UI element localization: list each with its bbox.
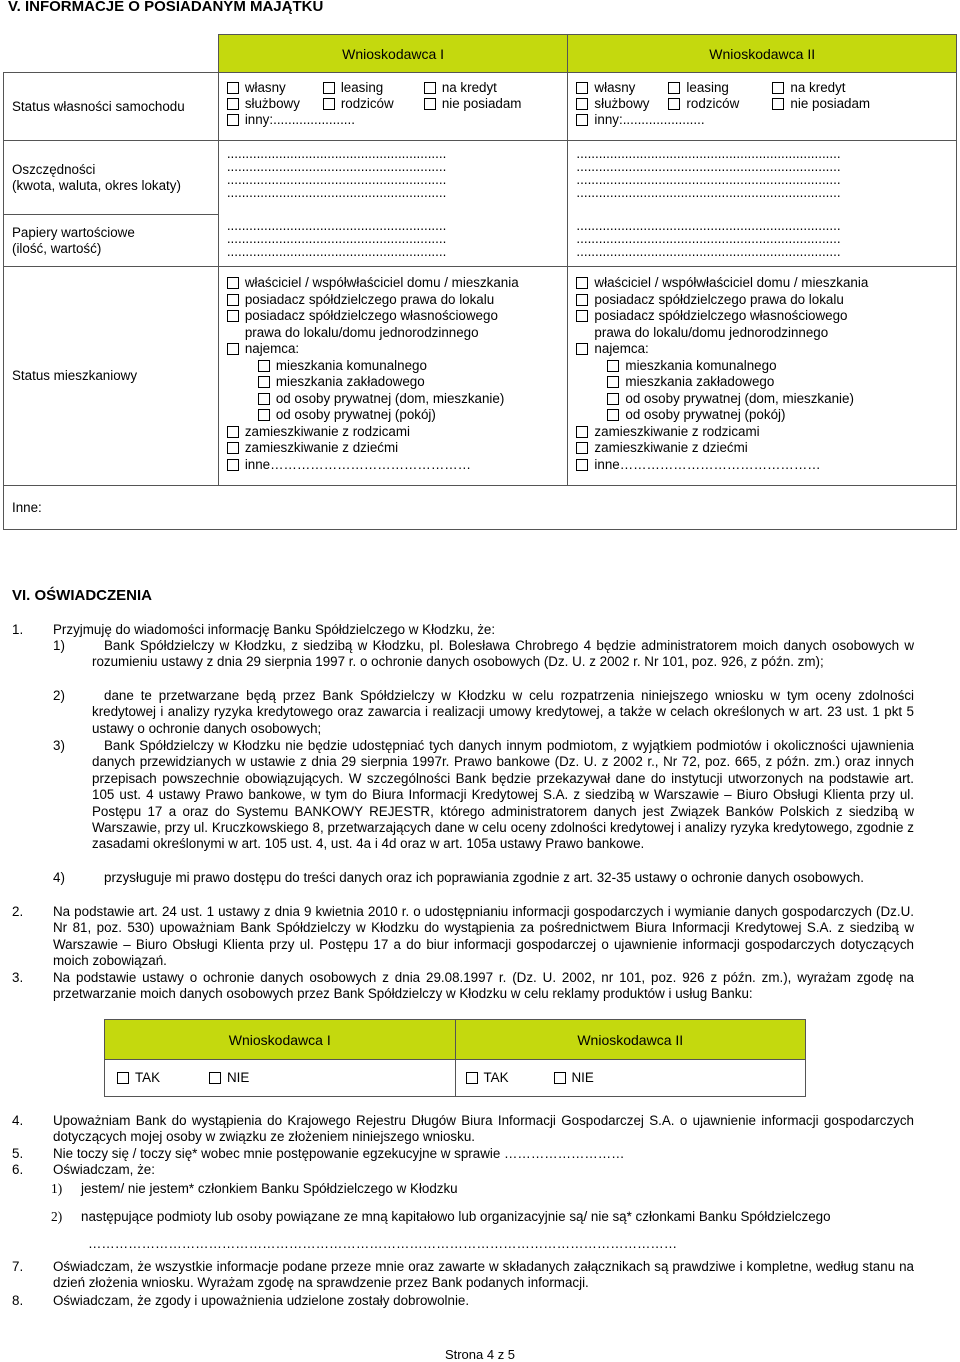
- checkbox[interactable]: [258, 409, 270, 421]
- housing-option-coop[interactable]: posiadacz spółdzielczego prawa do lokalu: [227, 292, 494, 308]
- consent-applicant-2: [455, 1060, 806, 1097]
- statement-7-text: Oświadczam, że wszystkie informacje podane przeze mnie oraz zawarte w składanych załącznikach są prawdziwe i kompletne, według stanu na dzień złożenia wniosku. Wyrażam zgodę na sprawdzenie przez Bank podanych informacji.: [53, 1259, 914, 1291]
- consent-applicant-1: [105, 1060, 456, 1097]
- dotted-line: .......................................................................: [576, 244, 841, 258]
- housing-option-private-flat[interactable]: od osoby prywatnej (dom, mieszkanie): [607, 391, 853, 407]
- checkbox[interactable]: [576, 426, 588, 438]
- checkbox[interactable]: [227, 294, 239, 306]
- statement-number: 3.: [12, 970, 24, 985]
- checkbox[interactable]: [668, 98, 680, 110]
- dotted-line: .......................................................................: [576, 186, 841, 199]
- dotted-line: ...........................................................: [226, 147, 447, 160]
- checkbox[interactable]: [227, 459, 239, 471]
- checkbox[interactable]: [576, 277, 588, 289]
- statement-1-2-text: dane te przetwarzane będą przez Bank Spółdzielczy w Kłodzku w celu rozpatrzenia niniejszego wniosku w tym oceny zdolności kredytowej i analizy ryzyka kredytowego oraz zawarcia i realizacji umowy kredytowej, a także w celach określonych w art. 23 ust. 1 pkt 5 ustawy o ochronie danych osobowych;: [92, 688, 914, 736]
- consent-yes[interactable]: TAK: [117, 1070, 160, 1086]
- statement-number: 6.: [12, 1162, 24, 1177]
- checkbox[interactable]: [772, 98, 784, 110]
- checkbox[interactable]: [576, 82, 588, 94]
- statement-number: 1.: [12, 622, 24, 637]
- checkbox[interactable]: [576, 98, 588, 110]
- housing-option-municipal[interactable]: mieszkania komunalnego: [258, 358, 427, 374]
- housing-status-applicant-2: [568, 267, 957, 486]
- housing-option-coop-ownership-cont: prawa do lokalu/domu jednorodzinnego: [244, 324, 479, 340]
- statement-number: 4.: [12, 1113, 24, 1128]
- dotted-line: .......................................................................: [576, 231, 841, 245]
- car-option-credit[interactable]: na kredyt: [424, 80, 497, 96]
- car-option-other[interactable]: inny:......................: [576, 112, 704, 128]
- dotted-line: ...........................................................: [226, 231, 447, 245]
- statement-6-text: Oświadczam, że:: [53, 1162, 155, 1177]
- dotted-line: ...........................................................: [226, 244, 447, 258]
- housing-option-parents[interactable]: zamieszkiwanie z rodzicami: [227, 424, 410, 440]
- checkbox[interactable]: [227, 114, 239, 126]
- consent-yes[interactable]: TAK: [466, 1070, 509, 1086]
- car-option-parents[interactable]: rodziców: [323, 96, 394, 112]
- checkbox[interactable]: [209, 1072, 221, 1084]
- statement-3-text: Na podstawie ustawy o ochronie danych osobowych z dnia 29.08.1997 r. (Dz. U. 2002, nr 101, poz. 926 z późn. zm.), wyrażam zgodę na przetwarzanie moich danych osobowych przez Bank Spółdzielczy w Kłodzku w celu reklamy produktów i usług Banku:: [53, 970, 914, 1002]
- statement-number: 4): [53, 870, 65, 885]
- securities-label: Papiery wartościowe (ilość, wartość): [4, 215, 219, 267]
- housing-status-applicant-1: [218, 267, 568, 486]
- housing-status-label: Status mieszkaniowy: [4, 267, 219, 486]
- checkbox[interactable]: [607, 360, 619, 372]
- statement-2-text: Na podstawie art. 24 ust. 1 ustawy z dnia 9 kwietnia 2010 r. o udostępnianiu informacji gospodarczych i wymianie danych gospodarczych (Dz.U. Nr 81, poz. 530) upoważniam Bank Spółdzielczy w Kłodzku do wystąpienia za pośrednictwem Biura Informacji Kredytowej S.A. z siedzibą w Warszawie – Biuro Obsługi Klienta przy ul. Postępu 17 a do biur informacji gospodarczej o ujawnienie informacji gospodarczych dotyczących moich zobowiązań.: [53, 904, 914, 969]
- checkbox[interactable]: [576, 114, 588, 126]
- statement-8-text: Oświadczam, że zgody i upoważnienia udzielone zostały dobrowolnie.: [53, 1293, 470, 1308]
- checkbox[interactable]: [576, 442, 588, 454]
- car-option-parents[interactable]: rodziców: [668, 96, 739, 112]
- consent-header-applicant-1: Wnioskodawca I: [105, 1020, 456, 1060]
- other-field[interactable]: Inne:: [4, 486, 957, 530]
- securities-applicant-2[interactable]: [568, 215, 957, 267]
- housing-option-parents[interactable]: zamieszkiwanie z rodzicami: [576, 424, 759, 440]
- housing-option-other[interactable]: inne………………………………………: [576, 457, 820, 473]
- statement-6-2-text: następujące podmioty lub osoby powiązane ze mną kapitałowo lub organizacyjnie są/ nie są* członkami Banku Spółdzielczego: [81, 1209, 831, 1224]
- assets-table: [3, 34, 957, 530]
- checkbox[interactable]: [576, 294, 588, 306]
- housing-option-owner[interactable]: właściciel / współwłaściciel domu / mieszkania: [576, 275, 868, 291]
- housing-option-private-flat[interactable]: od osoby prywatnej (dom, mieszkanie): [258, 391, 504, 407]
- car-option-leasing[interactable]: leasing: [323, 80, 383, 96]
- checkbox[interactable]: [227, 98, 239, 110]
- housing-option-tenant[interactable]: najemca:: [576, 341, 648, 357]
- car-status-label: Status własności samochodu: [4, 73, 219, 141]
- car-option-none[interactable]: nie posiadam: [772, 96, 870, 112]
- housing-option-coop[interactable]: posiadacz spółdzielczego prawa do lokalu: [576, 292, 843, 308]
- housing-option-other[interactable]: inne………………………………………: [227, 457, 471, 473]
- checkbox[interactable]: [424, 98, 436, 110]
- checkbox[interactable]: [323, 98, 335, 110]
- statement-number: 1): [53, 638, 65, 653]
- checkbox[interactable]: [227, 343, 239, 355]
- statement-number: 8.: [12, 1293, 24, 1308]
- housing-option-coop-ownership-cont: prawa do lokalu/domu jednorodzinnego: [594, 324, 829, 340]
- checkbox[interactable]: [576, 343, 588, 355]
- dotted-line: .......................................................................: [576, 173, 841, 186]
- car-option-own[interactable]: własny: [227, 80, 286, 96]
- car-option-company[interactable]: służbowy: [227, 96, 300, 112]
- statement-number: 3): [53, 738, 65, 753]
- statement-6-2-dotted-line[interactable]: ……………………………………………………………………………………………………………………: [88, 1236, 678, 1251]
- dotted-line: ...........................................................: [226, 218, 447, 232]
- dotted-line: .......................................................................: [576, 160, 841, 173]
- car-option-own[interactable]: własny: [576, 80, 635, 96]
- checkbox[interactable]: [772, 82, 784, 94]
- marketing-consent-table: [104, 1019, 806, 1097]
- housing-option-private-room[interactable]: od osoby prywatnej (pokój): [607, 407, 785, 423]
- housing-option-company[interactable]: mieszkania zakładowego: [258, 374, 425, 390]
- header-applicant-2: Wnioskodawca II: [568, 35, 957, 73]
- checkbox[interactable]: [258, 393, 270, 405]
- housing-option-tenant[interactable]: najemca:: [227, 341, 299, 357]
- header-applicant-1: Wnioskodawca I: [218, 35, 568, 73]
- checkbox[interactable]: [607, 376, 619, 388]
- checkbox[interactable]: [466, 1072, 478, 1084]
- savings-applicant-1[interactable]: [218, 141, 568, 215]
- housing-option-owner[interactable]: właściciel / współwłaściciel domu / mieszkania: [227, 275, 519, 291]
- car-option-company[interactable]: służbowy: [576, 96, 649, 112]
- checkbox[interactable]: [668, 82, 680, 94]
- housing-option-municipal[interactable]: mieszkania komunalnego: [607, 358, 776, 374]
- statement-5-text: Nie toczy się / toczy się* wobec mnie postępowanie egzekucyjne w sprawie ………………………: [53, 1146, 625, 1161]
- savings-label: Oszczędności (kwota, waluta, okres lokaty): [4, 141, 219, 215]
- checkbox[interactable]: [117, 1072, 129, 1084]
- checkbox[interactable]: [258, 360, 270, 372]
- housing-option-children[interactable]: zamieszkiwanie z dziećmi: [576, 440, 747, 456]
- savings-applicant-2[interactable]: [568, 141, 957, 215]
- car-option-leasing[interactable]: leasing: [668, 80, 728, 96]
- dotted-line: .......................................................................: [576, 147, 841, 160]
- car-status-applicant-2: [568, 73, 957, 141]
- section-title-assets: V. INFORMACJE O POSIADANYM MAJĄTKU: [8, 0, 324, 15]
- statement-number: 1): [51, 1181, 63, 1196]
- checkbox[interactable]: [424, 82, 436, 94]
- statement-4-text: Upoważniam Bank do wystąpienia do Krajowego Rejestru Długów Biura Informacji Gospodarczej S.A. o ujawnienie informacji gospodarczych dotyczących mojej osoby w związku ze złożeniem niniejszego wniosku.: [53, 1113, 914, 1145]
- statement-number: 2): [53, 688, 65, 703]
- statement-number: 2.: [12, 904, 24, 919]
- statement-6-1-text: jestem/ nie jestem* członkiem Banku Spółdzielczego w Kłodzku: [81, 1181, 458, 1196]
- checkbox[interactable]: [227, 82, 239, 94]
- statement-1-text: Przyjmuję do wiadomości informację Banku Spółdzielczego w Kłodzku, że:: [53, 622, 496, 637]
- statement-number: 5.: [12, 1146, 24, 1161]
- section-title-statements: VI. OŚWIADCZENIA: [12, 587, 153, 604]
- statement-number: 2): [51, 1209, 63, 1224]
- housing-option-company[interactable]: mieszkania zakładowego: [607, 374, 774, 390]
- dotted-line: .......................................................................: [576, 218, 841, 232]
- statement-1-1-text: Bank Spółdzielczy w Kłodzku, z siedzibą w Kłodzku, pl. Bolesława Chrobrego 4 będzie administratorem moich danych osobowych w rozumieniu ustawy z dnia 29 sierpnia 1997 r. o ochronie danych osobowych (Dz. U. z 2002 r. Nr 101, poz. 926, z późn. zm);: [92, 638, 914, 670]
- checkbox[interactable]: [554, 1072, 566, 1084]
- dotted-line: ...........................................................: [226, 173, 447, 186]
- consent-no[interactable]: NIE: [209, 1070, 249, 1086]
- car-option-credit[interactable]: na kredyt: [772, 80, 845, 96]
- checkbox[interactable]: [323, 82, 335, 94]
- checkbox[interactable]: [576, 310, 588, 322]
- securities-applicant-1[interactable]: [218, 215, 568, 267]
- checkbox[interactable]: [227, 426, 239, 438]
- statement-1-4-text: przysługuje mi prawo dostępu do treści danych oraz ich poprawiania zgodnie z art. 32-35 ustawy o ochronie danych osobowych.: [104, 870, 864, 885]
- housing-option-private-room[interactable]: od osoby prywatnej (pokój): [258, 407, 436, 423]
- dotted-line: ...........................................................: [226, 160, 447, 173]
- car-option-other[interactable]: inny:......................: [227, 112, 355, 128]
- checkbox[interactable]: [607, 393, 619, 405]
- consent-header-applicant-2: Wnioskodawca II: [455, 1020, 806, 1060]
- checkbox[interactable]: [227, 277, 239, 289]
- housing-option-children[interactable]: zamieszkiwanie z dziećmi: [227, 440, 398, 456]
- statement-number: 7.: [12, 1259, 24, 1274]
- statement-1-3-text: Bank Spółdzielczy w Kłodzku nie będzie udostępniać tych danych innym podmiotom, z wyjątkiem podmiotów i okoliczności ujawnienia danych przewidzianych w ustawie z dnia 29 sierpnia 1997r. Prawo bankowe (Dz. U. z 2002 r., Nr 72, poz. 665, z późn. zm.) oraz innych przepisach powszechnie obowiązujących. W szczególności Bank będzie przekazywał dane do instytucji utworzonych na podstawie art. 105 ust. 4 ustawy Prawo bankowe, w tym do Biura Informacji Kredytowej S.A. z siedzibą w Warszawie – Biuro Obsługi Klienta przy ul. Postępu 17 a oraz do Systemu BANKOWY REJESTR, którego administratorem danych jest Związek Banków Polskich z siedzibą w Warszawie, przy ul. Kruczkowskiego 8, przetwarzających dane w celu oceny zdolności kredytowej i analizy ryzyka kredytowego, zgodnie z zasadami określonymi w art. 105 ust. 4, ust. 4a i 4d oraz w art. 105a ustawy Prawo bankowe.: [92, 738, 914, 852]
- checkbox[interactable]: [258, 376, 270, 388]
- checkbox[interactable]: [607, 409, 619, 421]
- dotted-line: ...........................................................: [226, 186, 447, 199]
- car-status-applicant-1: [218, 73, 568, 141]
- housing-option-coop-ownership[interactable]: posiadacz spółdzielczego własnościowego: [576, 308, 847, 324]
- checkbox[interactable]: [227, 310, 239, 322]
- car-option-none[interactable]: nie posiadam: [424, 96, 522, 112]
- consent-no[interactable]: NIE: [554, 1070, 594, 1086]
- checkbox[interactable]: [576, 459, 588, 471]
- housing-option-coop-ownership[interactable]: posiadacz spółdzielczego własnościowego: [227, 308, 498, 324]
- page-number: Strona 4 z 5: [444, 1347, 516, 1362]
- checkbox[interactable]: [227, 442, 239, 454]
